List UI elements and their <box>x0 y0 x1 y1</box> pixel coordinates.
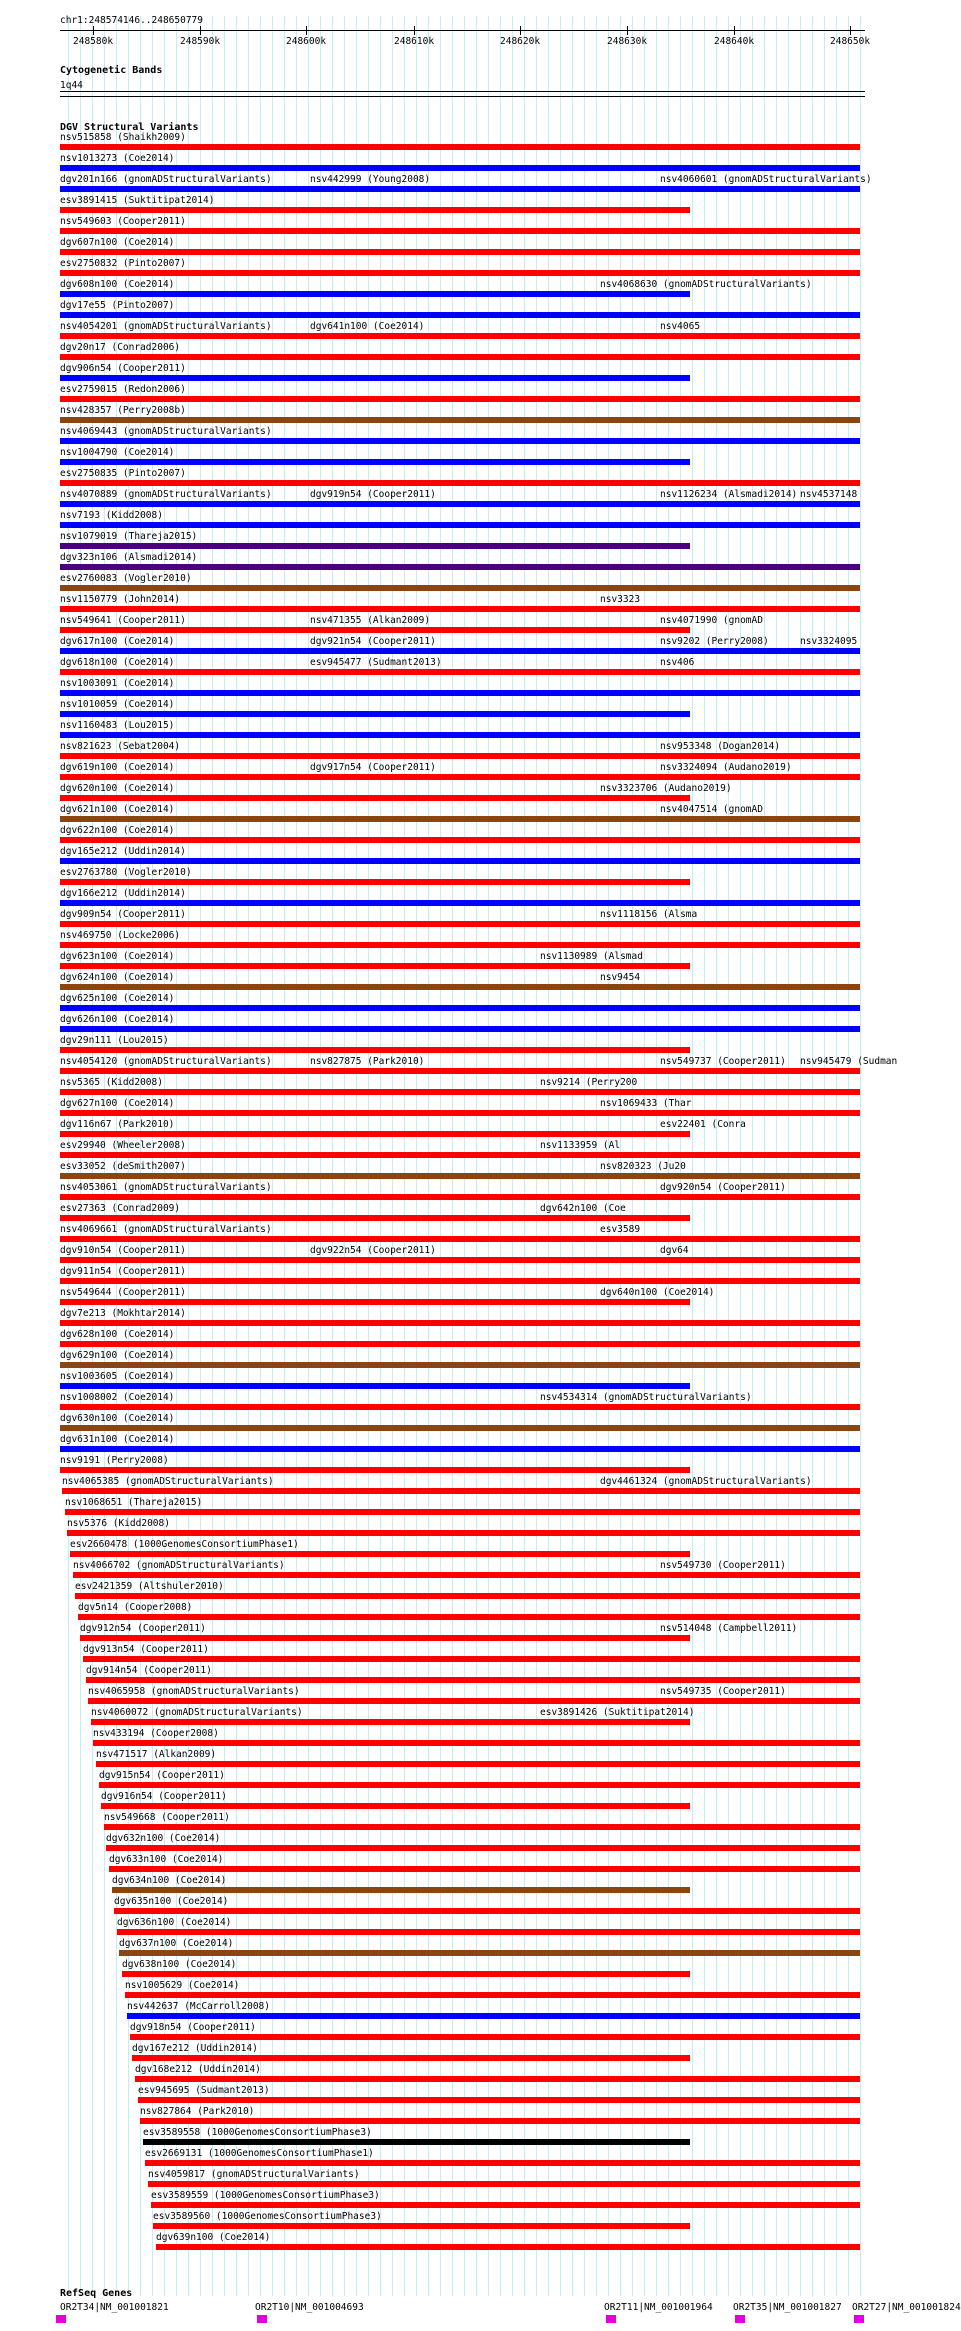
variant-label[interactable]: dgv64 <box>660 1245 689 1256</box>
variant-label[interactable]: nsv4054201 (gnomADStructuralVariants) <box>60 321 272 332</box>
gene-label[interactable]: OR2T27|NM_001001824 <box>852 2302 961 2313</box>
variant-bar[interactable] <box>78 1614 860 1620</box>
variant-label[interactable]: nsv4065958 (gnomADStructuralVariants) <box>88 1686 300 1697</box>
ruler-tick <box>93 26 94 35</box>
variant-label[interactable]: dgv624n100 (Coe2014) <box>60 972 175 983</box>
variant-label[interactable]: esv2421359 (Altshuler2010) <box>75 1581 224 1592</box>
ruler-tick-label: 248650k <box>830 36 871 47</box>
variant-label[interactable]: nsv1079019 (Thareja2015) <box>60 531 198 542</box>
variant-bar[interactable] <box>60 1446 860 1452</box>
variant-label[interactable]: nsv4060072 (gnomADStructuralVariants) <box>91 1707 303 1718</box>
variant-label[interactable]: dgv635n100 (Coe2014) <box>114 1896 229 1907</box>
gene-label[interactable]: OR2T10|NM_001004693 <box>255 2302 364 2313</box>
variant-label[interactable]: nsv442999 (Young2008) <box>310 174 431 185</box>
variant-bar[interactable] <box>127 2013 860 2019</box>
ruler-tick-label: 248630k <box>607 36 648 47</box>
variant-bar[interactable] <box>112 1887 690 1893</box>
variant-bar[interactable] <box>75 1593 860 1599</box>
variant-bar[interactable] <box>60 1299 690 1305</box>
variant-label[interactable]: nsv945479 (Sudman <box>800 1056 898 1067</box>
variant-bar[interactable] <box>130 2034 860 2040</box>
variant-label[interactable]: dgv17e55 (Pinto2007) <box>60 300 175 311</box>
variant-bar[interactable] <box>60 1341 860 1347</box>
variant-bar[interactable] <box>60 774 860 780</box>
variant-label[interactable]: dgv639n100 (Coe2014) <box>156 2232 271 2243</box>
variant-label[interactable]: nsv1126234 (Alsmadi2014) <box>660 489 798 500</box>
variant-bar[interactable] <box>122 1971 690 1977</box>
variant-label[interactable]: dgv168e212 (Uddin2014) <box>135 2064 261 2075</box>
variant-label[interactable]: nsv7193 (Kidd2008) <box>60 510 163 521</box>
variant-bar[interactable] <box>60 1173 860 1179</box>
variant-label[interactable]: nsv9454 <box>600 972 641 983</box>
ruler-tick <box>414 26 415 35</box>
cytoband-line-bottom <box>60 96 865 97</box>
variant-label[interactable]: dgv912n54 (Cooper2011) <box>80 1623 206 1634</box>
variant-bar[interactable] <box>60 207 690 213</box>
variant-label[interactable]: dgv323n106 (Alsmadi2014) <box>60 552 198 563</box>
variant-bar[interactable] <box>60 1215 690 1221</box>
variant-bar[interactable] <box>60 354 860 360</box>
variant-label[interactable]: nsv3323 <box>600 594 641 605</box>
gene-marker[interactable] <box>735 2315 745 2323</box>
variant-bar[interactable] <box>60 837 860 843</box>
variant-label[interactable]: esv3891426 (Suktitipat2014) <box>540 1707 695 1718</box>
variant-label[interactable]: dgv631n100 (Coe2014) <box>60 1434 175 1445</box>
ruler-tick <box>627 26 628 35</box>
variant-label[interactable]: nsv1150779 (John2014) <box>60 594 181 605</box>
variant-label[interactable]: dgv628n100 (Coe2014) <box>60 1329 175 1340</box>
variant-label[interactable]: nsv4047514 (gnomAD <box>660 804 763 815</box>
variant-bar[interactable] <box>60 333 860 339</box>
variant-bar[interactable] <box>60 522 860 528</box>
variant-label[interactable]: nsv514048 (Campbell2011) <box>660 1623 798 1634</box>
variant-label[interactable]: nsv4065 <box>660 321 701 332</box>
variant-label[interactable]: esv2750832 (Pinto2007) <box>60 258 186 269</box>
variant-label[interactable]: esv3589559 (1000GenomesConsortiumPhase3) <box>151 2190 380 2201</box>
variant-bar[interactable] <box>114 1908 860 1914</box>
variant-label[interactable]: dgv619n100 (Coe2014) <box>60 762 175 773</box>
gene-marker[interactable] <box>56 2315 66 2323</box>
variant-label[interactable]: dgv915n54 (Cooper2011) <box>99 1770 225 1781</box>
variant-bar[interactable] <box>143 2139 690 2145</box>
variant-label[interactable]: dgv638n100 (Coe2014) <box>122 1959 237 1970</box>
variant-label[interactable]: dgv625n100 (Coe2014) <box>60 993 175 1004</box>
variant-label[interactable]: nsv4059817 (gnomADStructuralVariants) <box>148 2169 360 2180</box>
variant-bar[interactable] <box>60 1278 860 1284</box>
variant-label[interactable]: dgv626n100 (Coe2014) <box>60 1014 175 1025</box>
variant-label[interactable]: nsv549641 (Cooper2011) <box>60 615 186 626</box>
variant-label[interactable]: nsv827864 (Park2010) <box>140 2106 255 2117</box>
variant-label[interactable]: dgv916n54 (Cooper2011) <box>101 1791 227 1802</box>
variant-bar[interactable] <box>65 1509 860 1515</box>
variant-label[interactable]: nsv4068630 (gnomADStructuralVariants) <box>600 279 812 290</box>
variant-label[interactable]: dgv165e212 (Uddin2014) <box>60 846 186 857</box>
variant-label[interactable]: dgv632n100 (Coe2014) <box>106 1833 221 1844</box>
variant-label[interactable]: nsv4070889 (gnomADStructuralVariants) <box>60 489 272 500</box>
variant-label[interactable]: nsv820323 (Ju20 <box>600 1161 686 1172</box>
variant-label[interactable]: esv33052 (deSmith2007) <box>60 1161 186 1172</box>
variant-label[interactable]: nsv821623 (Sebat2004) <box>60 741 181 752</box>
variant-bar[interactable] <box>88 1698 860 1704</box>
gene-label[interactable]: OR2T11|NM_001001964 <box>604 2302 713 2313</box>
variant-bar[interactable] <box>60 648 860 654</box>
variant-label[interactable]: nsv4054120 (gnomADStructuralVariants) <box>60 1056 272 1067</box>
variant-label[interactable]: nsv433194 (Cooper2008) <box>93 1728 219 1739</box>
variant-label[interactable]: dgv630n100 (Coe2014) <box>60 1413 175 1424</box>
variant-label[interactable]: dgv623n100 (Coe2014) <box>60 951 175 962</box>
variant-label[interactable]: esv2760083 (Vogler2010) <box>60 573 192 584</box>
variant-label[interactable]: nsv406 <box>660 657 695 668</box>
variant-bar[interactable] <box>104 1824 860 1830</box>
variant-label[interactable]: nsv549603 (Cooper2011) <box>60 216 186 227</box>
variant-label[interactable]: dgv633n100 (Coe2014) <box>109 1854 224 1865</box>
variant-label[interactable]: dgv621n100 (Coe2014) <box>60 804 175 815</box>
variant-label[interactable]: esv3589558 (1000GenomesConsortiumPhase3) <box>143 2127 372 2138</box>
cytogenetic-bands-title: Cytogenetic Bands <box>60 65 163 76</box>
variant-label[interactable]: dgv629n100 (Coe2014) <box>60 1350 175 1361</box>
variant-bar[interactable] <box>156 2244 860 2250</box>
variant-bar[interactable] <box>60 375 690 381</box>
variant-bar[interactable] <box>60 1047 690 1053</box>
variant-bar[interactable] <box>60 1425 860 1431</box>
variant-bar[interactable] <box>60 921 860 927</box>
ruler-tick <box>734 26 735 35</box>
variant-label[interactable]: nsv4069443 (gnomADStructuralVariants) <box>60 426 272 437</box>
ruler-tick-label: 248610k <box>394 36 435 47</box>
variant-bar[interactable] <box>60 291 690 297</box>
variant-bar[interactable] <box>60 753 860 759</box>
variant-label[interactable]: dgv906n54 (Cooper2011) <box>60 363 186 374</box>
variant-bar[interactable] <box>86 1677 860 1683</box>
variant-label[interactable]: nsv1133959 (Al <box>540 1140 621 1151</box>
variant-label[interactable]: dgv914n54 (Cooper2011) <box>86 1665 212 1676</box>
variant-label[interactable]: nsv4069661 (gnomADStructuralVariants) <box>60 1224 272 1235</box>
variant-label[interactable]: nsv1068651 (Thareja2015) <box>65 1497 203 1508</box>
variant-bar[interactable] <box>60 816 860 822</box>
variant-label[interactable]: dgv642n100 (Coe <box>540 1203 626 1214</box>
variant-label[interactable]: nsv1004790 (Coe2014) <box>60 447 175 458</box>
variant-label[interactable]: esv27363 (Conrad2009) <box>60 1203 181 1214</box>
variant-label[interactable]: nsv9214 (Perry200 <box>540 1077 638 1088</box>
variant-label[interactable]: nsv953348 (Dogan2014) <box>660 741 781 752</box>
variant-label[interactable]: nsv1118156 (Alsma <box>600 909 698 920</box>
variant-bar[interactable] <box>119 1950 860 1956</box>
variant-bar[interactable] <box>151 2202 860 2208</box>
variant-bar[interactable] <box>60 1089 860 1095</box>
variant-bar[interactable] <box>80 1635 690 1641</box>
grid-line <box>860 16 861 2296</box>
variant-label[interactable]: nsv1013273 (Coe2014) <box>60 153 175 164</box>
variant-bar[interactable] <box>60 606 860 612</box>
variant-label[interactable]: nsv1003605 (Coe2014) <box>60 1371 175 1382</box>
variant-bar[interactable] <box>99 1782 860 1788</box>
variant-label[interactable]: dgv637n100 (Coe2014) <box>119 1938 234 1949</box>
variant-label[interactable]: nsv9191 (Perry2008) <box>60 1455 169 1466</box>
variant-bar[interactable] <box>67 1530 860 1536</box>
variant-label[interactable]: nsv549735 (Cooper2011) <box>660 1686 786 1697</box>
variant-bar[interactable] <box>60 1194 860 1200</box>
ruler-position: chr1:248574146..248650779 <box>60 15 203 26</box>
variant-label[interactable]: esv3589560 (1000GenomesConsortiumPhase3) <box>153 2211 382 2222</box>
variant-label[interactable]: dgv617n100 (Coe2014) <box>60 636 175 647</box>
variant-bar[interactable] <box>60 186 860 192</box>
cytoband-line-top <box>60 91 865 92</box>
variant-label[interactable]: nsv442637 (McCarroll2008) <box>127 2001 270 2012</box>
variant-label[interactable]: esv22401 (Conra <box>660 1119 746 1130</box>
variant-label[interactable]: dgv918n54 (Cooper2011) <box>130 2022 256 2033</box>
variant-bar[interactable] <box>145 2160 860 2166</box>
ruler-tick <box>200 26 201 35</box>
variant-label[interactable]: dgv5n14 (Cooper2008) <box>78 1602 193 1613</box>
variant-label[interactable]: dgv608n100 (Coe2014) <box>60 279 175 290</box>
variant-bar[interactable] <box>60 963 690 969</box>
variant-label[interactable]: nsv549668 (Cooper2011) <box>104 1812 230 1823</box>
variant-bar[interactable] <box>60 396 860 402</box>
variant-bar[interactable] <box>60 1068 860 1074</box>
variant-bar[interactable] <box>60 1362 860 1368</box>
variant-label[interactable]: nsv4534314 (gnomADStructuralVariants) <box>540 1392 752 1403</box>
variant-bar[interactable] <box>60 627 690 633</box>
gene-marker[interactable] <box>606 2315 616 2323</box>
variant-bar[interactable] <box>60 228 860 234</box>
variant-bar[interactable] <box>60 1320 860 1326</box>
variant-label[interactable]: esv945695 (Sudmant2013) <box>138 2085 270 2096</box>
variant-bar[interactable] <box>60 312 860 318</box>
ruler-tick <box>306 26 307 35</box>
variant-bar[interactable] <box>70 1551 690 1557</box>
variant-label[interactable]: esv3891415 (Suktitipat2014) <box>60 195 215 206</box>
variant-bar[interactable] <box>60 879 690 885</box>
variant-label[interactable]: dgv920n54 (Cooper2011) <box>660 1182 786 1193</box>
cytoband-label: 1q44 <box>60 80 83 91</box>
variant-bar[interactable] <box>60 1026 860 1032</box>
variant-label[interactable]: nsv549737 (Cooper2011) <box>660 1056 786 1067</box>
variant-bar[interactable] <box>125 1992 860 1998</box>
ruler-tick-label: 248600k <box>286 36 327 47</box>
variant-bar[interactable] <box>60 1404 860 1410</box>
gene-label[interactable]: OR2T34|NM_001001821 <box>60 2302 169 2313</box>
variant-label[interactable]: nsv4065385 (gnomADStructuralVariants) <box>62 1476 274 1487</box>
variant-label[interactable]: nsv549730 (Cooper2011) <box>660 1560 786 1571</box>
variant-bar[interactable] <box>96 1761 860 1767</box>
variant-label[interactable]: nsv515858 (Shaikh2009) <box>60 132 186 143</box>
variant-bar[interactable] <box>60 1467 690 1473</box>
variant-bar[interactable] <box>148 2181 860 2187</box>
variant-bar[interactable] <box>91 1719 690 1725</box>
variant-label[interactable]: dgv910n54 (Cooper2011) <box>60 1245 186 1256</box>
variant-bar[interactable] <box>60 585 860 591</box>
variant-label[interactable]: dgv919n54 (Cooper2011) <box>310 489 436 500</box>
variant-label[interactable]: esv2669131 (1000GenomesConsortiumPhase1) <box>145 2148 374 2159</box>
variant-label[interactable]: nsv4060601 (gnomADStructuralVariants) <box>660 174 872 185</box>
variant-bar[interactable] <box>93 1740 860 1746</box>
variant-bar[interactable] <box>60 984 860 990</box>
variant-bar[interactable] <box>60 438 860 444</box>
variant-bar[interactable] <box>83 1656 860 1662</box>
variant-bar[interactable] <box>62 1488 860 1494</box>
variant-bar[interactable] <box>135 2076 860 2082</box>
variant-bar[interactable] <box>60 564 860 570</box>
variant-bar[interactable] <box>60 942 860 948</box>
variant-label[interactable]: nsv4066702 (gnomADStructuralVariants) <box>73 1560 285 1571</box>
variant-label[interactable]: dgv607n100 (Coe2014) <box>60 237 175 248</box>
variant-bar[interactable] <box>60 669 860 675</box>
variant-bar[interactable] <box>109 1866 860 1872</box>
variant-label[interactable]: nsv1069433 (Thar <box>600 1098 692 1109</box>
ruler-tick-label: 248620k <box>500 36 541 47</box>
variant-label[interactable]: dgv116n67 (Park2010) <box>60 1119 175 1130</box>
variant-label[interactable]: nsv1160483 (Lou2015) <box>60 720 175 731</box>
variant-label[interactable]: nsv471355 (Alkan2009) <box>310 615 431 626</box>
variant-bar[interactable] <box>60 1236 860 1242</box>
variant-label[interactable]: nsv4537148 <box>800 489 858 500</box>
variant-bar[interactable] <box>73 1572 860 1578</box>
ruler-tick <box>850 26 851 35</box>
variant-label[interactable]: dgv640n100 (Coe2014) <box>600 1287 715 1298</box>
variant-bar[interactable] <box>138 2097 860 2103</box>
gene-label[interactable]: OR2T35|NM_001001827 <box>733 2302 842 2313</box>
dgv-track-title: DGV Structural Variants <box>60 122 199 133</box>
variant-label[interactable]: dgv622n100 (Coe2014) <box>60 825 175 836</box>
variant-label[interactable]: dgv641n100 (Coe2014) <box>310 321 425 332</box>
variant-label[interactable]: dgv911n54 (Cooper2011) <box>60 1266 186 1277</box>
variant-label[interactable]: nsv5365 (Kidd2008) <box>60 1077 163 1088</box>
variant-bar[interactable] <box>60 1005 860 1011</box>
variant-bar[interactable] <box>60 480 860 486</box>
variant-label[interactable]: esv945477 (Sudmant2013) <box>310 657 442 668</box>
gene-marker[interactable] <box>854 2315 864 2323</box>
variant-label[interactable]: nsv827875 (Park2010) <box>310 1056 425 1067</box>
ruler-tick-label: 248580k <box>73 36 114 47</box>
variant-label[interactable]: dgv627n100 (Coe2014) <box>60 1098 175 1109</box>
variant-label[interactable]: nsv9202 (Perry2008) <box>660 636 769 647</box>
variant-label[interactable]: esv2759015 (Redon2006) <box>60 384 186 395</box>
refseq-track-title: RefSeq Genes <box>60 2288 133 2299</box>
variant-label[interactable]: nsv1008002 (Coe2014) <box>60 1392 175 1403</box>
variant-bar[interactable] <box>60 165 860 171</box>
variant-label[interactable]: nsv1003091 (Coe2014) <box>60 678 175 689</box>
variant-bar[interactable] <box>132 2055 690 2061</box>
variant-bar[interactable] <box>117 1929 860 1935</box>
variant-label[interactable]: dgv7e213 (Mokhtar2014) <box>60 1308 186 1319</box>
variant-label[interactable]: nsv3323706 (Audano2019) <box>600 783 732 794</box>
variant-bar[interactable] <box>60 501 860 507</box>
variant-label[interactable]: dgv922n54 (Cooper2011) <box>310 1245 436 1256</box>
variant-bar[interactable] <box>60 249 860 255</box>
variant-bar[interactable] <box>60 1383 690 1389</box>
variant-label[interactable]: nsv4053061 (gnomADStructuralVariants) <box>60 1182 272 1193</box>
variant-label[interactable]: dgv618n100 (Coe2014) <box>60 657 175 668</box>
variant-bar[interactable] <box>60 543 690 549</box>
variant-bar[interactable] <box>153 2223 690 2229</box>
variant-bar[interactable] <box>106 1845 860 1851</box>
variant-label[interactable]: esv2750835 (Pinto2007) <box>60 468 186 479</box>
variant-label[interactable]: dgv4461324 (gnomADStructuralVariants) <box>600 1476 812 1487</box>
variant-bar[interactable] <box>60 795 690 801</box>
ruler-tick-label: 248640k <box>714 36 755 47</box>
ruler-tick <box>520 26 521 35</box>
variant-label[interactable]: dgv917n54 (Cooper2011) <box>310 762 436 773</box>
variant-label[interactable]: esv3589 <box>600 1224 641 1235</box>
ruler-axis <box>60 30 865 31</box>
variant-label[interactable]: dgv634n100 (Coe2014) <box>112 1875 227 1886</box>
ruler-tick-label: 248590k <box>180 36 221 47</box>
variant-label[interactable]: esv29940 (Wheeler2008) <box>60 1140 186 1151</box>
variant-label[interactable]: dgv201n166 (gnomADStructuralVariants) <box>60 174 272 185</box>
variant-label[interactable]: esv2763780 (Vogler2010) <box>60 867 192 878</box>
variant-label[interactable]: dgv167e212 (Uddin2014) <box>132 2043 258 2054</box>
gene-marker[interactable] <box>257 2315 267 2323</box>
variant-label[interactable]: nsv1130989 (Alsmad <box>540 951 643 962</box>
variant-bar[interactable] <box>60 459 690 465</box>
variant-bar[interactable] <box>140 2118 860 2124</box>
variant-label[interactable]: dgv921n54 (Cooper2011) <box>310 636 436 647</box>
variant-label[interactable]: nsv3324094 (Audano2019) <box>660 762 792 773</box>
variant-bar[interactable] <box>60 1131 690 1137</box>
variant-label[interactable]: nsv4071990 (gnomAD <box>660 615 763 626</box>
variant-bar[interactable] <box>60 417 860 423</box>
variant-label[interactable]: esv2660478 (1000GenomesConsortiumPhase1) <box>70 1539 299 1550</box>
variant-bar[interactable] <box>60 690 860 696</box>
variant-label[interactable]: dgv20n17 (Conrad2006) <box>60 342 181 353</box>
variant-label[interactable]: nsv428357 (Perry2008b) <box>60 405 186 416</box>
variant-bar[interactable] <box>60 144 860 150</box>
variant-label[interactable]: nsv471517 (Alkan2009) <box>96 1749 217 1760</box>
variant-label[interactable]: nsv1005629 (Coe2014) <box>125 1980 240 1991</box>
variant-label[interactable]: nsv3324095 <box>800 636 858 647</box>
variant-bar[interactable] <box>60 1110 860 1116</box>
variant-label[interactable]: nsv1010059 (Coe2014) <box>60 699 175 710</box>
variant-bar[interactable] <box>60 732 860 738</box>
variant-label[interactable]: dgv166e212 (Uddin2014) <box>60 888 186 899</box>
variant-label[interactable]: dgv913n54 (Cooper2011) <box>83 1644 209 1655</box>
variant-bar[interactable] <box>60 858 860 864</box>
variant-label[interactable]: dgv909n54 (Cooper2011) <box>60 909 186 920</box>
variant-bar[interactable] <box>60 711 690 717</box>
variant-label[interactable]: nsv469750 (Locke2006) <box>60 930 181 941</box>
variant-bar[interactable] <box>60 1257 860 1263</box>
variant-bar[interactable] <box>101 1803 690 1809</box>
variant-label[interactable]: dgv636n100 (Coe2014) <box>117 1917 232 1928</box>
variant-label[interactable]: nsv549644 (Cooper2011) <box>60 1287 186 1298</box>
variant-label[interactable]: dgv620n100 (Coe2014) <box>60 783 175 794</box>
variant-bar[interactable] <box>60 1152 860 1158</box>
variant-label[interactable]: nsv5376 (Kidd2008) <box>67 1518 170 1529</box>
variant-bar[interactable] <box>60 900 860 906</box>
variant-label[interactable]: dgv29n111 (Lou2015) <box>60 1035 169 1046</box>
variant-bar[interactable] <box>60 270 860 276</box>
